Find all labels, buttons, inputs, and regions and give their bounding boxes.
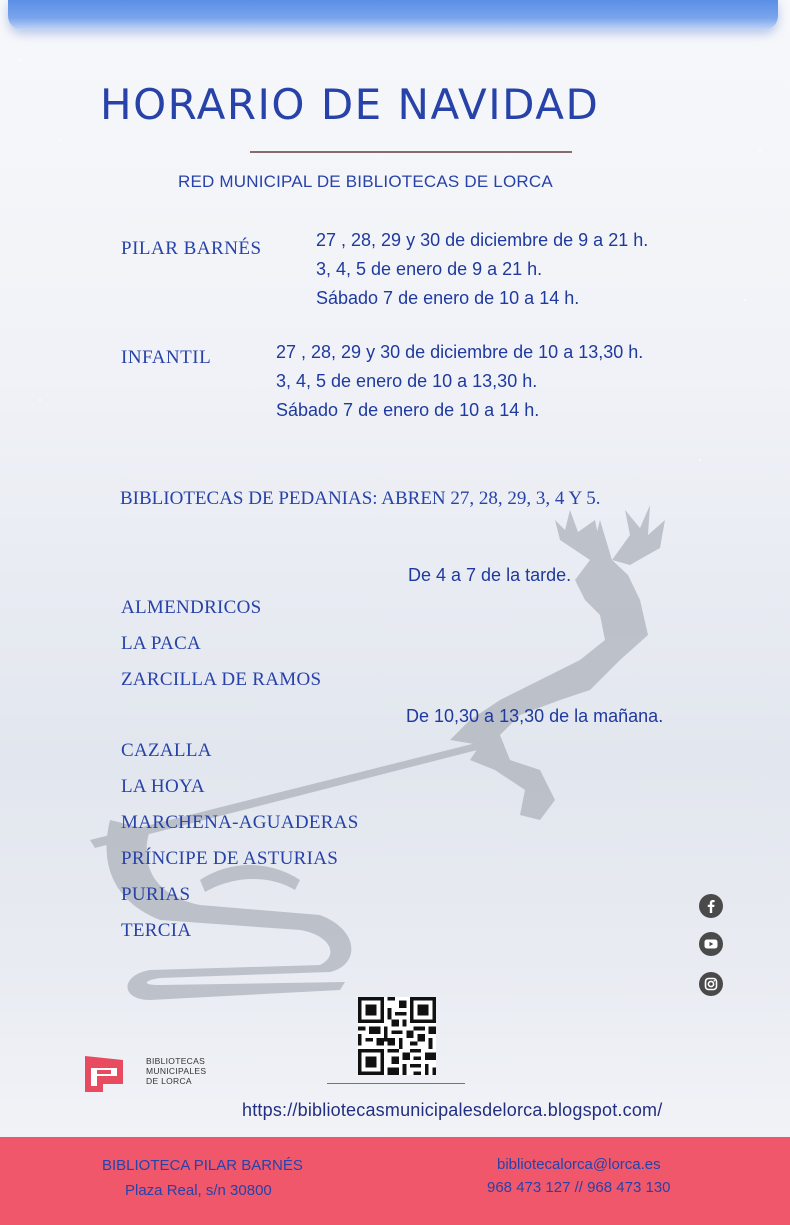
logo-line: DE LORCA <box>146 1076 192 1086</box>
schedule-line: 27 , 28, 29 y 30 de diciembre de 10 a 13,30 h. <box>276 342 644 362</box>
title-divider <box>250 151 572 153</box>
place-item: ALMENDRICOS <box>121 597 262 618</box>
schedule-infantil <box>276 338 643 425</box>
qr-code <box>358 997 436 1075</box>
schedule-line: 3, 4, 5 de enero de 10 a 13,30 h. <box>276 371 538 391</box>
footer-bar <box>0 1137 790 1225</box>
pedanias-heading: BIBLIOTECAS DE PEDANIAS: ABREN 27, 28, 29, 3, 4 Y 5. <box>120 488 601 509</box>
logo-line: MUNICIPALES <box>146 1066 207 1076</box>
subtitle: RED MUNICIPAL DE BIBLIOTECAS DE LORCA <box>178 172 553 191</box>
blog-link[interactable]: https://bibliotecasmunicipalesdelorca.blogspot.com/ <box>242 1100 663 1120</box>
instagram-icon[interactable] <box>699 972 723 996</box>
schedule-line: Sábado 7 de enero de 10 a 14 h. <box>316 288 580 308</box>
schedule-line: 3, 4, 5 de enero de 9 a 21 h. <box>316 259 543 279</box>
place-item: CAZALLA <box>121 740 212 761</box>
schedule-pilar-barnes <box>316 226 648 313</box>
library-name-infantil: INFANTIL <box>121 347 212 368</box>
facebook-icon[interactable] <box>699 894 723 918</box>
place-item: PRÍNCIPE DE ASTURIAS <box>121 848 339 869</box>
afternoon-hours: De 4 a 7 de la tarde. <box>408 565 572 585</box>
footer-phones: 968 473 127 // 968 473 130 <box>487 1179 671 1196</box>
place-item: TERCIA <box>121 920 192 941</box>
place-item: ZARCILLA DE RAMOS <box>121 669 322 690</box>
place-item: LA PACA <box>121 633 202 654</box>
footer-address: Plaza Real, s/n 30800 <box>125 1182 272 1199</box>
place-item: MARCHENA-AGUADERAS <box>121 812 359 833</box>
footer-email-link[interactable]: bibliotecalorca@lorca.es <box>497 1156 661 1173</box>
logo-line: BIBLIOTECAS <box>146 1056 206 1066</box>
youtube-icon[interactable] <box>699 932 723 956</box>
logo-text <box>146 1056 206 1086</box>
qr-divider <box>327 1083 465 1084</box>
page-title: HORARIO DE NAVIDAD <box>100 80 600 129</box>
place-item: PURIAS <box>121 884 191 905</box>
footer-library-name: BIBLIOTECA PILAR BARNÉS <box>102 1157 303 1174</box>
morning-hours: De 10,30 a 13,30 de la mañana. <box>406 706 664 726</box>
bibliotecas-logo <box>83 1054 143 1094</box>
schedule-line: 27 , 28, 29 y 30 de diciembre de 9 a 21 h. <box>316 230 649 250</box>
place-item: LA HOYA <box>121 776 205 797</box>
schedule-line: Sábado 7 de enero de 10 a 14 h. <box>276 400 540 420</box>
library-name-pilar-barnes: PILAR BARNÉS <box>121 238 262 259</box>
